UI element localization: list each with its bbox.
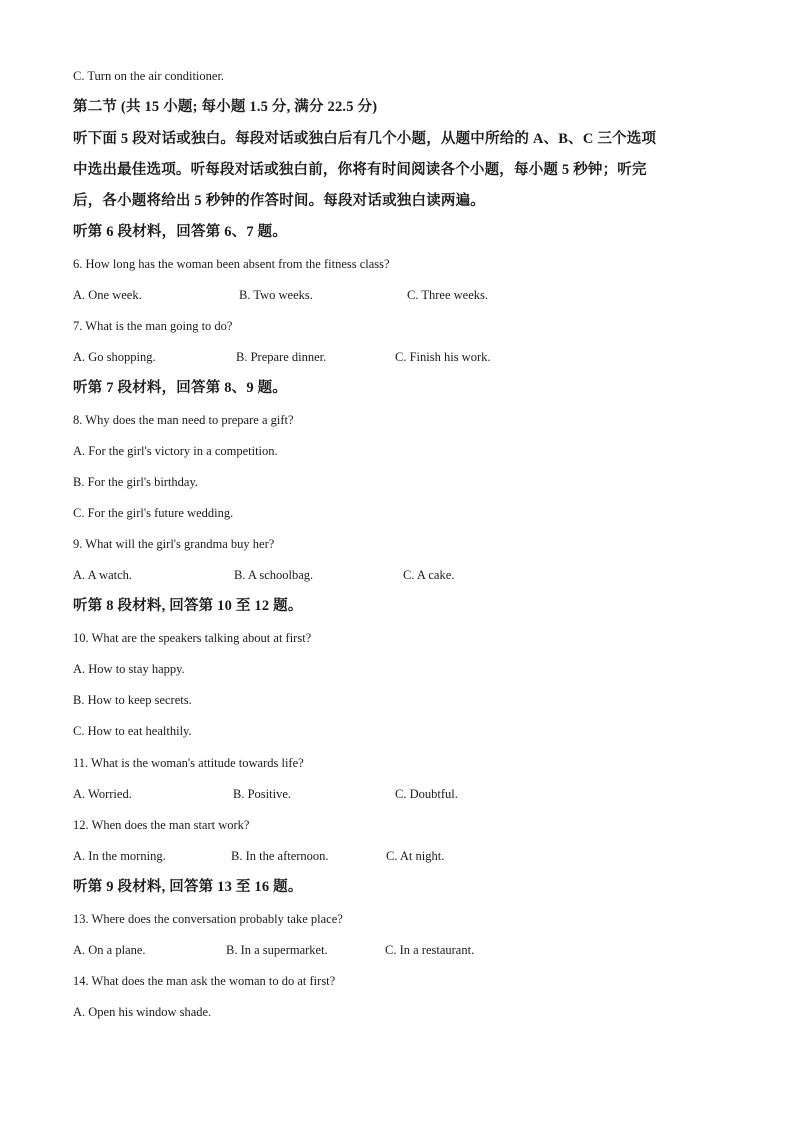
question-9-option-a: A. A watch.	[73, 568, 133, 582]
question-11-option-a: A. Worried.	[73, 787, 132, 801]
question-8: 8. Why does the man need to prepare a gift?	[73, 413, 294, 427]
passage-heading: 听第 6 段材料，回答第 6、7 题。	[73, 224, 288, 240]
question-8-option-c: C. For the girl's future wedding.	[73, 506, 234, 520]
question-14-option-a: A. Open his window shade.	[73, 1005, 212, 1019]
instruction-line: 后，各小题将给出 5 秒钟的作答时间。每段对话或独白读两遍。	[73, 193, 485, 209]
question-13-option-a: A. On a plane.	[73, 943, 146, 957]
question-10: 10. What are the speakers talking about at first?	[73, 631, 312, 645]
question-10-option-c: C. How to eat healthily.	[73, 724, 192, 738]
option-line: C. Turn on the air conditioner.	[73, 69, 225, 83]
section-heading: 第二节 (共 15 小题; 每小题 1.5 分, 满分 22.5 分)	[73, 99, 378, 115]
question-11-option-c: C. Doubtful.	[395, 787, 458, 801]
question-6-option-c: C. Three weeks.	[407, 288, 488, 302]
passage-heading: 听第 9 段材料, 回答第 13 至 16 题。	[73, 879, 303, 895]
question-8-option-a: A. For the girl's victory in a competition.	[73, 444, 278, 458]
question-9: 9. What will the girl's grandma buy her?	[73, 537, 275, 551]
question-12: 12. When does the man start work?	[73, 818, 250, 832]
question-10-option-a: A. How to stay happy.	[73, 662, 185, 676]
passage-heading: 听第 8 段材料, 回答第 10 至 12 题。	[73, 598, 303, 614]
question-7-option-b: B. Prepare dinner.	[236, 350, 327, 364]
passage-heading: 听第 7 段材料，回答第 8、9 题。	[73, 380, 288, 396]
question-7-option-a: A. Go shopping.	[73, 350, 156, 364]
question-10-option-b: B. How to keep secrets.	[73, 693, 192, 707]
question-7: 7. What is the man going to do?	[73, 319, 233, 333]
question-6-option-b: B. Two weeks.	[239, 288, 313, 302]
question-6-option-a: A. One week.	[73, 288, 142, 302]
question-9-option-b: B. A schoolbag.	[234, 568, 314, 582]
instruction-line: 中选出最佳选项。听每段对话或独白前，你将有时间阅读各个小题，每小题 5 秒钟；听完	[73, 162, 647, 178]
question-11: 11. What is the woman's attitude towards life?	[73, 756, 304, 770]
question-6: 6. How long has the woman been absent from the fitness class?	[73, 257, 390, 271]
question-9-option-c: C. A cake.	[403, 568, 455, 582]
question-11-option-b: B. Positive.	[233, 787, 291, 801]
question-13-option-c: C. In a restaurant.	[385, 943, 475, 957]
question-8-option-b: B. For the girl's birthday.	[73, 475, 199, 489]
question-14: 14. What does the man ask the woman to do at first?	[73, 974, 336, 988]
question-13-option-b: B. In a supermarket.	[226, 943, 328, 957]
question-12-option-b: B. In the afternoon.	[231, 849, 329, 863]
instruction-line: 听下面 5 段对话或独白。每段对话或独白后有几个小题，从题中所给的 A、B、C 三个选项	[73, 131, 657, 147]
question-7-option-c: C. Finish his work.	[395, 350, 491, 364]
question-12-option-a: A. In the morning.	[73, 849, 166, 863]
question-12-option-c: C. At night.	[386, 849, 445, 863]
question-13: 13. Where does the conversation probably take place?	[73, 912, 343, 926]
